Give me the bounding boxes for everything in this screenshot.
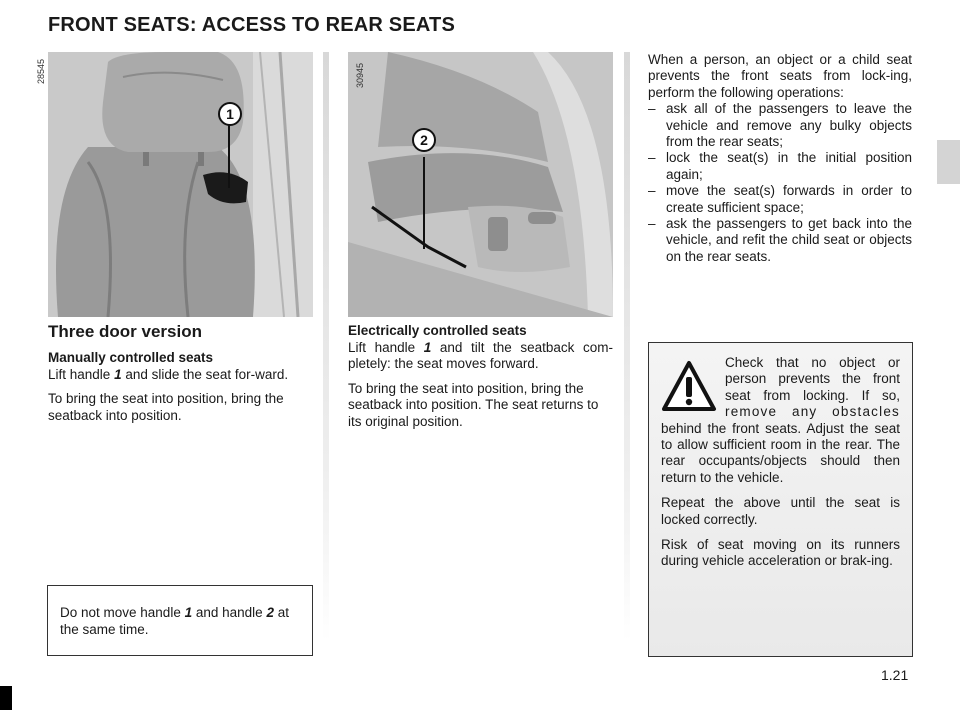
callout-handle-1: 1 bbox=[218, 102, 242, 126]
electric-seat-instructions: Electrically controlled seats Lift handle 1 and tilt the seatback com-pletely: the seat moves forward. To bring the seat into position, bring the seatback into position. The seat returns to its original position. bbox=[348, 323, 614, 429]
photo-reference-code: 30945 bbox=[355, 62, 365, 88]
chapter-tab bbox=[937, 140, 960, 184]
handle-ref: 1 bbox=[184, 605, 193, 620]
list-item: – move the seat(s) forwards in order to create sufficient space; bbox=[648, 183, 912, 215]
warning-risk: Risk of seat moving on its runners during vehicle acceleration or brak-ing. bbox=[661, 537, 900, 569]
seat-photo-three-door bbox=[48, 52, 313, 317]
handle-ref: 1 bbox=[114, 366, 122, 382]
procedure-steps bbox=[648, 101, 912, 265]
list-item: – ask the passengers to get back into the vehicle, and refit the child seat or objects on the rear seats. bbox=[648, 216, 912, 264]
list-item: – ask all of the passengers to leave the vehicle and remove any bulky objects from the rear seats; bbox=[648, 101, 912, 150]
handle-note-box: Do not move handle 1 and handle 2 at the same time. bbox=[47, 585, 313, 656]
manual-seat-subtitle: Manually controlled seats bbox=[48, 350, 214, 365]
seat-photo-electric bbox=[348, 52, 613, 317]
electric-seat-position: To bring the seat into position, bring the seatback into position. The seat returns to its original position. bbox=[348, 380, 599, 429]
warning-triangle-icon bbox=[661, 359, 717, 415]
seat-base-illustration bbox=[348, 52, 613, 317]
procedure-intro: When a person, an object or a child seat prevents the front seats from lock-ing, perform the following operations: bbox=[648, 52, 912, 100]
page-title: FRONT SEATS: ACCESS TO REAR SEATS bbox=[48, 14, 456, 36]
warning-repeat: Repeat the above until the seat is locked correctly. bbox=[661, 495, 900, 527]
locking-procedure bbox=[648, 52, 912, 265]
section-title-three-door: Three door version bbox=[48, 322, 202, 341]
page-number: 1.21 bbox=[881, 667, 909, 683]
seat-illustration bbox=[48, 52, 313, 317]
electric-seat-subtitle: Electrically controlled seats bbox=[348, 323, 527, 338]
column-divider-left bbox=[323, 52, 329, 642]
warning-box: Check that no object or person prevents the front seat from locking. If so, remove any obstacles behind the front seats. Adjust the seat to allow sufficient room in the rear. The rear occupants/objects should then return to the vehicle. Repeat the above until the seat is locked correctly. Risk of seat moving on its runners during vehicle acceleration or brak-ing. bbox=[648, 342, 913, 657]
handle-ref: 2 bbox=[266, 605, 274, 620]
corner-mark bbox=[0, 686, 12, 710]
callout-handle-2: 2 bbox=[412, 128, 436, 152]
column-divider-right bbox=[624, 52, 630, 642]
manual-seat-position: To bring the seat into position, bring the seatback into position. bbox=[48, 391, 284, 423]
list-item: – lock the seat(s) in the initial position again; bbox=[648, 150, 912, 182]
photo-reference-code: 28545 bbox=[36, 58, 46, 84]
handle-ref: 1 bbox=[423, 339, 432, 355]
manual-seat-instructions: Manually controlled seats Lift handle 1 and slide the seat for-ward. To bring the seat into position, bring the seatback into position. bbox=[48, 350, 310, 432]
